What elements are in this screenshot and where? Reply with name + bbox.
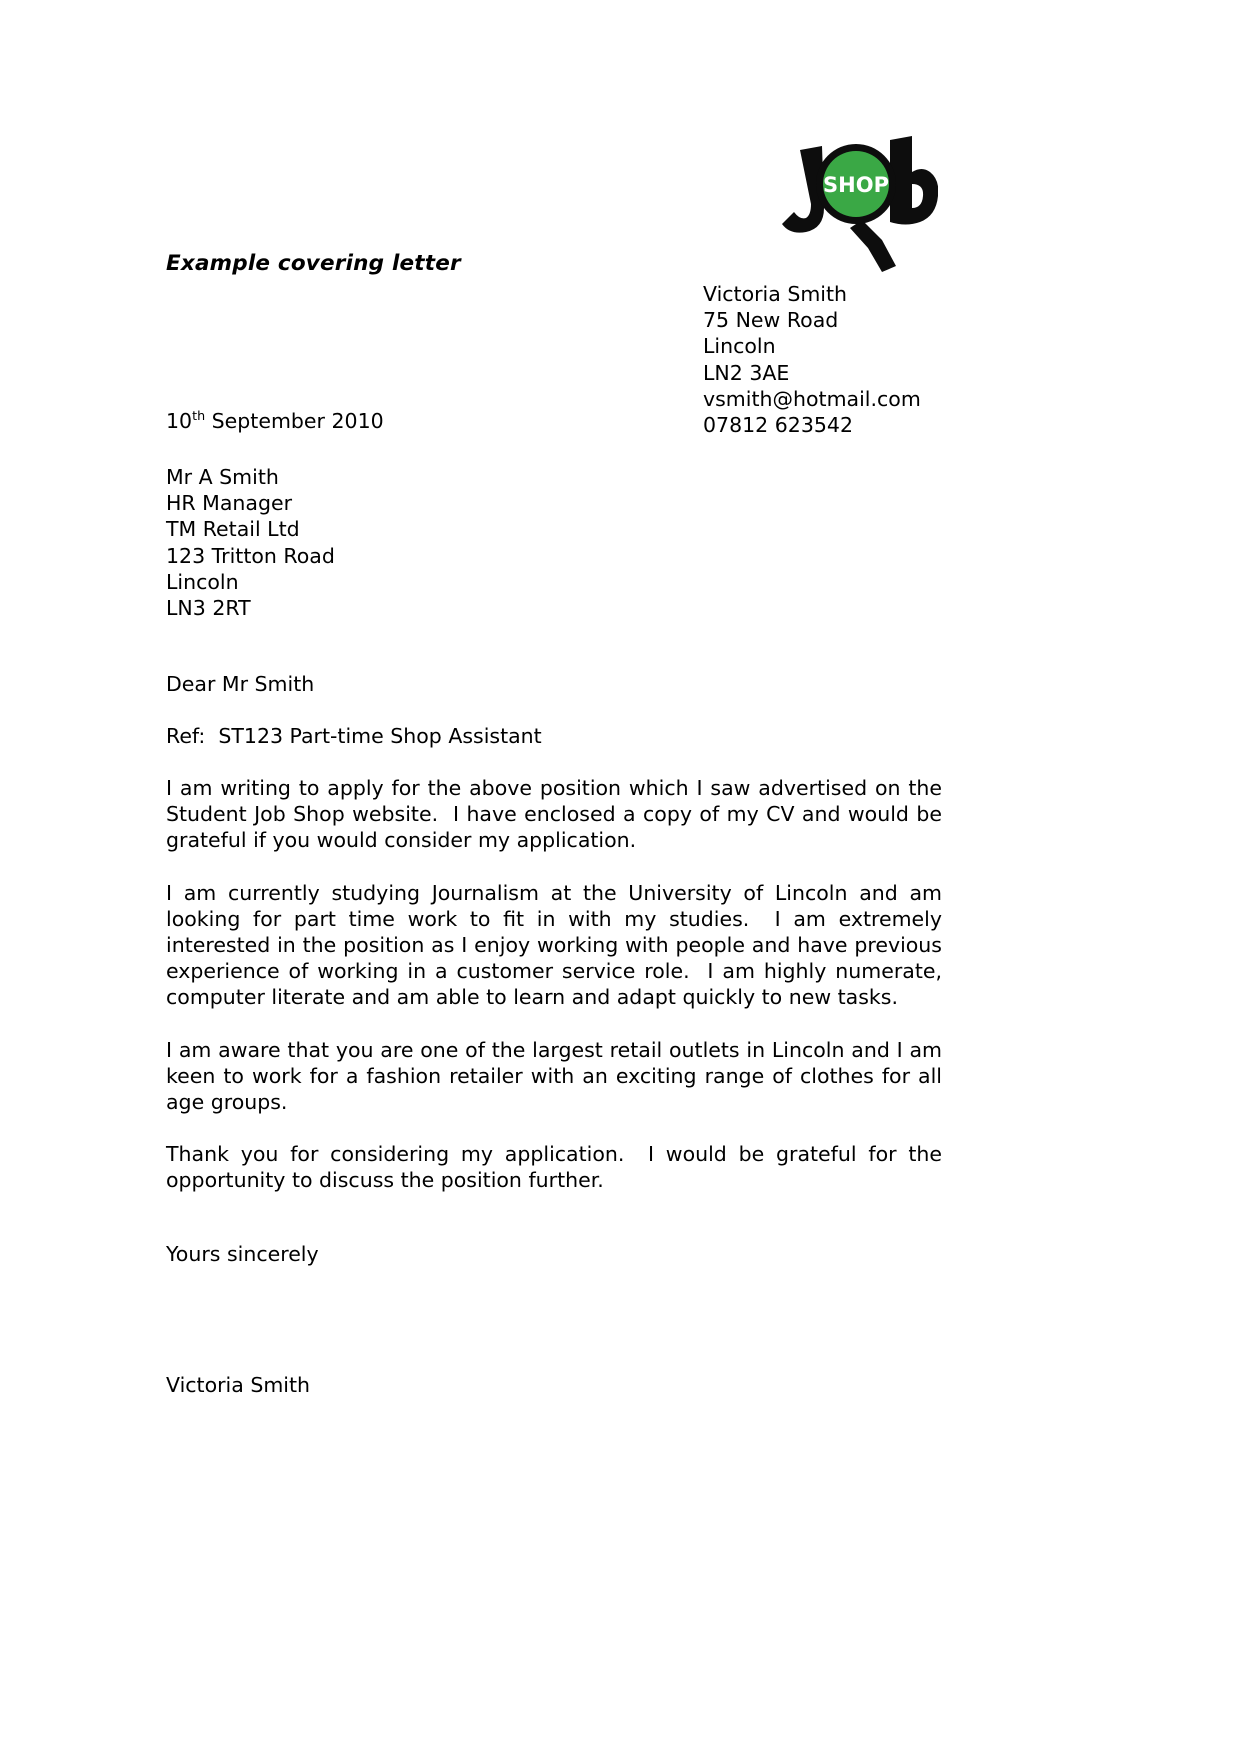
page-title: Example covering letter xyxy=(166,251,461,276)
recipient-line: Mr A Smith xyxy=(166,465,279,489)
magnifier-handle-icon xyxy=(850,220,896,272)
sender-line: Victoria Smith xyxy=(703,282,848,306)
recipient-line: TM Retail Ltd xyxy=(166,517,300,542)
letter-body xyxy=(166,775,949,1194)
sender-line: 75 New Road xyxy=(703,308,839,333)
sender-line: LN2 3AE xyxy=(703,360,790,385)
letter-date xyxy=(166,409,384,433)
sender-phone: 07812 623542 xyxy=(703,413,853,438)
logo-letter-b xyxy=(890,136,938,225)
recipient-line: Lincoln xyxy=(166,569,239,594)
logo-shop-text: SHOP xyxy=(823,173,889,197)
salutation: Dear Mr Smith xyxy=(166,672,315,696)
reference-line: Ref: ST123 Part-time Shop Assistant xyxy=(166,724,542,748)
body-paragraph: I am writing to apply for the above position which I saw advertised on the Student Job Shop website. I have enclosed a copy of my CV and would be grateful if you would consider my application. xyxy=(166,776,949,853)
sender-line: Lincoln xyxy=(703,334,776,359)
sender-email: vsmith@hotmail.com xyxy=(703,386,921,411)
sender-address-block xyxy=(703,281,921,438)
recipient-address-block xyxy=(166,464,335,621)
date-ordinal: th xyxy=(192,408,206,424)
job-shop-logo xyxy=(778,128,938,278)
recipient-line: 123 Tritton Road xyxy=(166,543,335,568)
date-rest: September 2010 xyxy=(205,409,384,433)
recipient-line: LN3 2RT xyxy=(166,596,251,621)
signature-name: Victoria Smith xyxy=(166,1373,311,1397)
sign-off: Yours sincerely xyxy=(166,1242,319,1266)
recipient-line: HR Manager xyxy=(166,491,293,516)
body-paragraph: Thank you for considering my application. I would be grateful for the opportunity to discuss the position further. xyxy=(166,1142,949,1193)
date-day: 10 xyxy=(166,409,193,433)
body-paragraph: I am aware that you are one of the largest retail outlets in Lincoln and I am keen to work for a fashion retailer with an exciting range of clothes for all age groups. xyxy=(166,1037,949,1115)
body-paragraph: I am currently studying Journalism at the University of Lincoln and am looking for part time work to fit in with my studies. I am extremely interested in the position as I enjoy working with people and have previous experience of working in a customer service role. I am highly numerate, computer literate and am able to learn and adapt quickly to new tasks. xyxy=(166,880,949,1010)
